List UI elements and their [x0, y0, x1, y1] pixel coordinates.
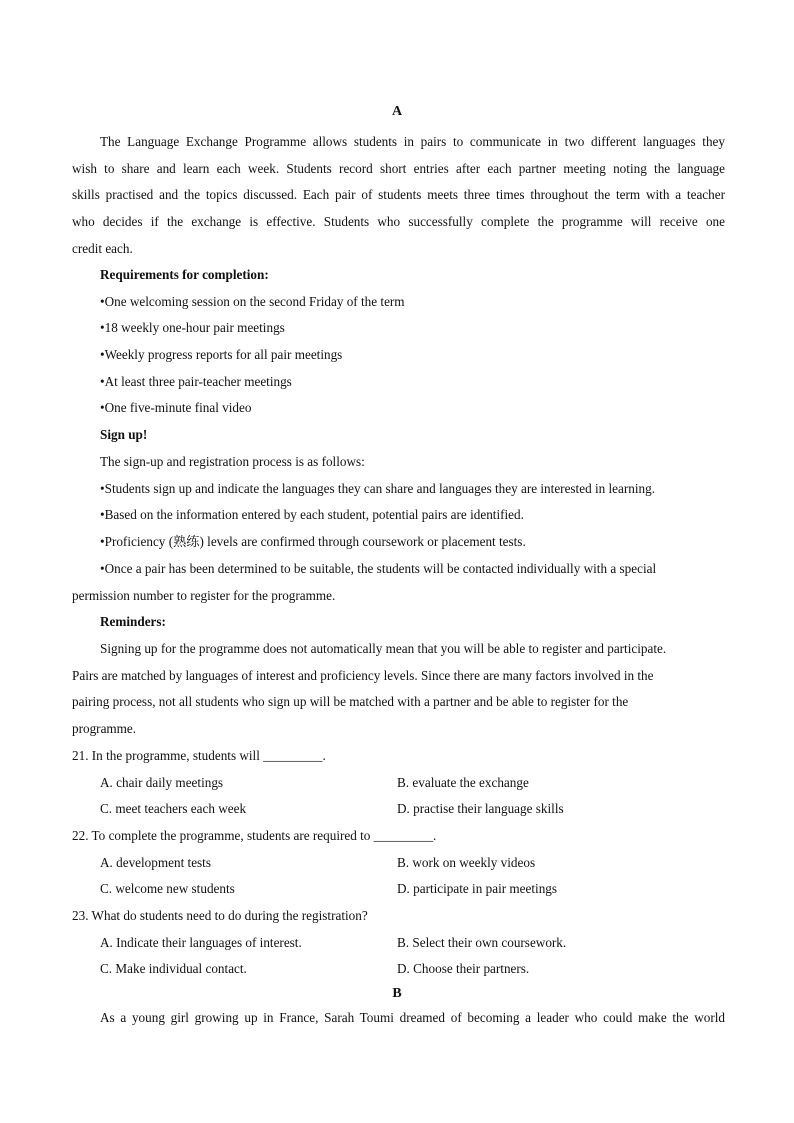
- answer-option: A. Indicate their languages of interest.: [100, 935, 302, 950]
- signup-heading: Sign up!: [100, 427, 148, 442]
- answer-option: C. Make individual contact.: [100, 961, 247, 976]
- section-b-first-line: As a young girl growing up in France, Sarah Toumi dreamed of becoming a leader who could make the world: [100, 1010, 725, 1025]
- answer-option: A. chair daily meetings: [100, 775, 224, 790]
- intro-line: credit each.: [72, 241, 133, 256]
- signup-step: •Once a pair has been determined to be suitable, the students will be contacted individually with a special: [100, 561, 657, 576]
- signup-intro: The sign-up and registration process is as follows:: [100, 454, 365, 469]
- answer-option: D. practise their language skills: [397, 801, 564, 816]
- answer-option: B. Select their own coursework.: [397, 935, 567, 950]
- intro-line: who decides if the exchange is effective. Students who successfully complete the programme will receive one: [72, 214, 725, 229]
- requirement-item: •Weekly progress reports for all pair meetings: [100, 347, 343, 362]
- reminder-line: Signing up for the programme does not automatically mean that you will be able to register and participate.: [100, 641, 667, 656]
- requirement-item: •At least three pair-teacher meetings: [100, 374, 292, 389]
- answer-option: D. Choose their partners.: [397, 961, 530, 976]
- question-stem: 22. To complete the programme, students are required to _________.: [72, 828, 437, 843]
- question-stem: 21. In the programme, students will _________.: [72, 748, 326, 763]
- signup-step: •Proficiency (熟练) levels are confirmed through coursework or placement tests.: [100, 534, 526, 549]
- answer-option: B. evaluate the exchange: [397, 775, 529, 790]
- answer-option: D. participate in pair meetings: [397, 881, 558, 896]
- question-stem: 23. What do students need to do during the registration?: [72, 908, 368, 923]
- reminder-line: programme.: [72, 721, 137, 736]
- section-a-heading: A: [391, 104, 403, 119]
- answer-option: C. meet teachers each week: [100, 801, 247, 816]
- signup-step: •Students sign up and indicate the languages they can share and languages they are interested in learning.: [100, 481, 656, 496]
- requirements-heading: Requirements for completion:: [100, 267, 269, 282]
- intro-line: skills practised and the topics discussed. Each pair of students meets three times throughout the term with a teacher: [72, 187, 725, 202]
- intro-line: The Language Exchange Programme allows students in pairs to communicate in two different languages they: [100, 134, 725, 149]
- signup-step: •Based on the information entered by each student, potential pairs are identified.: [100, 507, 524, 522]
- reminder-line: Pairs are matched by languages of interest and proficiency levels. Since there are many factors involved in the: [72, 668, 654, 683]
- answer-option: B. work on weekly videos: [397, 855, 536, 870]
- intro-line: wish to share and learn each week. Students record short entries after each partner meeting noting the language: [72, 161, 725, 176]
- answer-option: C. welcome new students: [100, 881, 235, 896]
- requirement-item: •18 weekly one-hour pair meetings: [100, 320, 285, 335]
- answer-option: A. development tests: [100, 855, 211, 870]
- requirement-item: •One welcoming session on the second Friday of the term: [100, 294, 405, 309]
- requirement-item: •One five-minute final video: [100, 400, 252, 415]
- reminders-heading: Reminders:: [100, 614, 166, 629]
- signup-step-continuation: permission number to register for the programme.: [72, 588, 336, 603]
- reminder-line: pairing process, not all students who sign up will be matched with a partner and be able to register for the: [72, 694, 629, 709]
- section-b-heading: B: [392, 986, 402, 1001]
